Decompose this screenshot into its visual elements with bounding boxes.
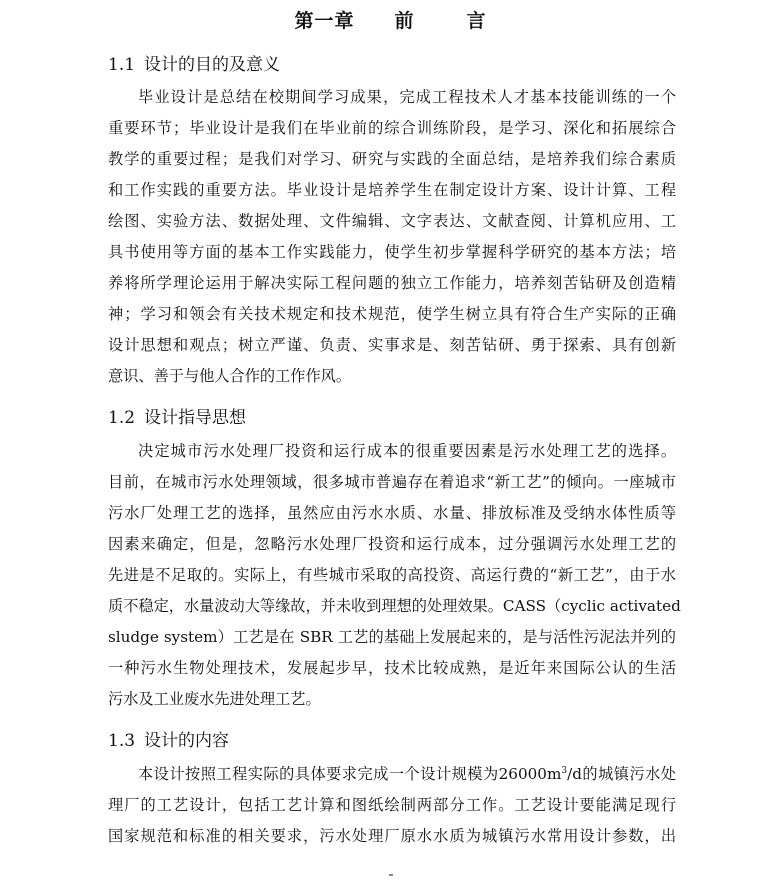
chapter-number: 第一章 xyxy=(294,10,355,32)
text-line: 设计思想和观点；树立严谨、负责、实事求是、刻苦钻研、勇于探索、具有创新 xyxy=(108,336,676,354)
page-bottom-mark xyxy=(389,874,393,876)
text-line: 一种污水生物处理技术，发展起步早，技术比较成熟，是近年来国际公认的生活 xyxy=(108,659,676,677)
paragraph-1-2 xyxy=(108,436,681,715)
text-line: sludge system）工艺是在 SBR 工艺的基础上发展起来的，是与活性污泥法并列的 xyxy=(108,628,676,646)
text-line: 目前，在城市污水处理领域，很多城市普遍存在着追求“新工艺”的倾向。一座城市 xyxy=(108,473,676,491)
text-line: 理厂的工艺设计，包括工艺计算和图纸绘制两部分工作。工艺设计要能满足现行 xyxy=(108,796,676,814)
section-number: 1.1 xyxy=(108,55,136,75)
section-heading-1-3 xyxy=(108,726,229,751)
section-title: 设计的目的及意义 xyxy=(144,55,281,75)
paragraph-1-1 xyxy=(108,82,676,392)
text-line: 污水及工业废水先进处理工艺。 xyxy=(108,690,321,708)
chapter-title-char-1: 前 xyxy=(394,10,415,32)
text-line xyxy=(108,759,676,790)
text-line: 和工作实践的重要方法。毕业设计是培养学生在制定设计方案、设计计算、工程 xyxy=(108,181,676,199)
section-heading-1-2 xyxy=(108,403,246,428)
chapter-title-char-2: 言 xyxy=(466,10,487,32)
section-title: 设计的内容 xyxy=(144,731,230,751)
text-run: 本设计按照工程实际的具体要求完成一个设计规模为26000m xyxy=(138,765,562,783)
text-line: 重要环节；毕业设计是我们在毕业前的综合训练阶段，是学习、深化和拓展综合 xyxy=(108,119,676,137)
text-line: 神；学习和领会有关技术规定和技术规范，使学生树立具有符合生产实际的正确 xyxy=(108,305,676,323)
chapter-title xyxy=(0,6,781,33)
section-number: 1.2 xyxy=(108,408,136,428)
section-title: 设计指导思想 xyxy=(144,408,247,428)
text-line: 污水厂处理工艺的选择，虽然应由污水水质、水量、排放标准及受纳水体性质等 xyxy=(108,504,676,522)
text-line: 具书使用等方面的基本工作实践能力，使学生初步掌握科学研究的基本方法；培 xyxy=(108,243,676,261)
text-line: 养将所学理论运用于解决实际工程问题的独立工作能力，培养刻苦钻研及创造精 xyxy=(108,274,676,292)
superscript-3: 3 xyxy=(561,765,568,776)
text-line: 先进是不足取的。实际上，有些城市采取的高投资、高运行费的“新工艺”，由于水 xyxy=(108,566,676,584)
text-line: 因素来确定，但是，忽略污水处理厂投资和运行成本，过分强调污水处理工艺的 xyxy=(108,535,676,553)
paragraph-1-3 xyxy=(108,759,676,852)
text-run: /d的城镇污水处 xyxy=(567,765,676,783)
text-line: 质不稳定，水量波动大等缘故，并未收到理想的处理效果。CASS（cyclic activated xyxy=(108,597,681,615)
text-line: 意识、善于与他人合作的工作作风。 xyxy=(108,367,351,385)
text-line: 毕业设计是总结在校期间学习成果，完成工程技术人才基本技能训练的一个 xyxy=(138,88,676,106)
text-line: 国家规范和标准的相关要求，污水处理厂原水水质为城镇污水常用设计参数，出 xyxy=(108,827,676,845)
text-line: 决定城市污水处理厂投资和运行成本的很重要因素是污水处理工艺的选择。 xyxy=(138,442,676,460)
text-line: 教学的重要过程；是我们对学习、研究与实践的全面总结，是培养我们综合素质 xyxy=(108,150,676,168)
section-heading-1-1 xyxy=(108,50,280,75)
text-line: 绘图、实验方法、数据处理、文件编辑、文字表达、文献查阅、计算机应用、工 xyxy=(108,212,676,230)
section-number: 1.3 xyxy=(108,731,136,751)
